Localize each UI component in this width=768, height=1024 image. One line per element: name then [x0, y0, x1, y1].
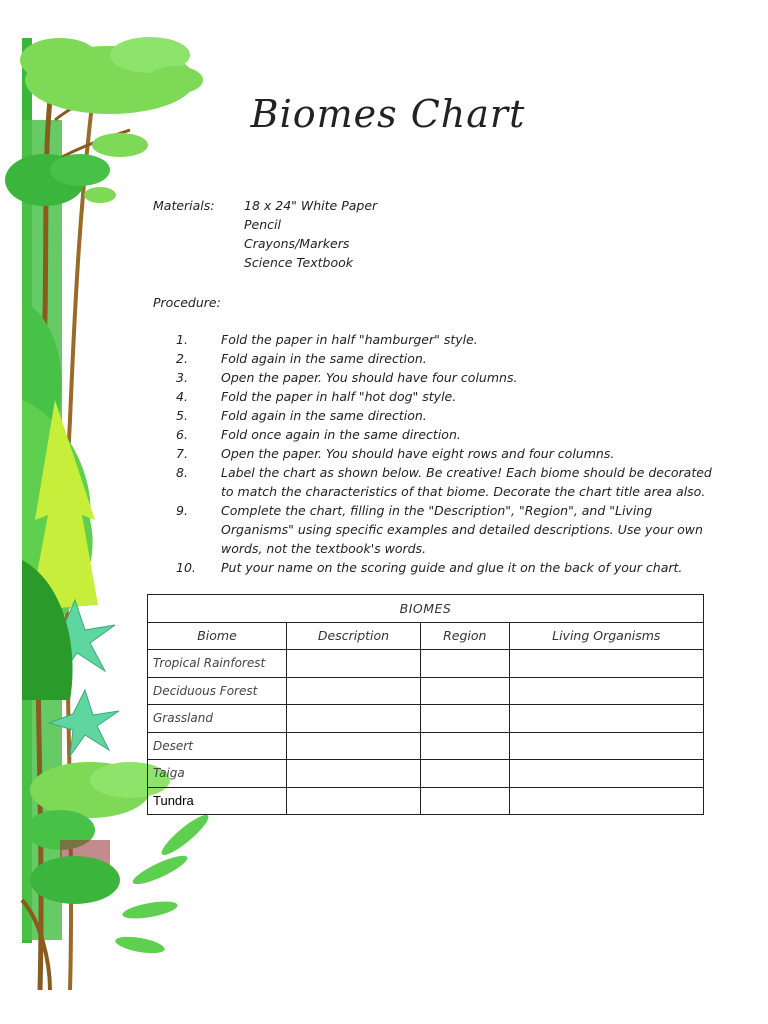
procedure-steps: [153, 330, 713, 577]
materials-item: Science Textbook: [244, 255, 353, 270]
materials-item: Pencil: [244, 217, 281, 232]
step-number: 4.: [176, 389, 188, 404]
table-cell: [420, 677, 509, 705]
table-cell: [287, 705, 421, 733]
table-row: [148, 732, 704, 760]
step-number: 3.: [176, 370, 188, 385]
table-caption-row: [148, 595, 704, 623]
step-text: Fold again in the same direction.: [221, 351, 427, 366]
biome-name: Tundra: [148, 787, 287, 815]
table-cell: [287, 677, 421, 705]
procedure-step: [153, 330, 713, 349]
procedure-step: [153, 501, 713, 558]
table-row: [148, 677, 704, 705]
biome-name: Taiga: [148, 760, 287, 788]
table-cell: [509, 677, 703, 705]
table-cell: [420, 760, 509, 788]
procedure-step: [153, 406, 713, 425]
step-text: Open the paper. You should have eight rows and four columns.: [221, 446, 615, 461]
table-cell: [287, 732, 421, 760]
step-text: Label the chart as shown below. Be creative! Each biome should be decorated to match the characteristics of that biome. Decorate the chart title area also.: [221, 465, 712, 499]
procedure-step: [153, 425, 713, 444]
table-cell: [287, 760, 421, 788]
step-text: Fold once again in the same direction.: [221, 427, 461, 442]
step-number: 7.: [176, 446, 188, 461]
step-text: Fold again in the same direction.: [221, 408, 427, 423]
step-number: 6.: [176, 427, 188, 442]
table-cell: [509, 650, 703, 678]
table-cell: [509, 705, 703, 733]
step-text: Complete the chart, filling in the "Description", "Region", and "Living Organisms" using specific examples and detailed descriptions. Use your own words, not the textbook's words.: [221, 503, 703, 556]
materials-label: Materials:: [153, 198, 215, 213]
step-number: 8.: [176, 465, 188, 480]
page-title: Biomes Chart: [250, 92, 526, 136]
procedure-step: [153, 444, 713, 463]
table-row: [148, 650, 704, 678]
document-body: [153, 196, 713, 575]
step-text: Put your name on the scoring guide and glue it on the back of your chart.: [221, 560, 683, 575]
table-cell: [287, 650, 421, 678]
step-text: Open the paper. You should have four columns.: [221, 370, 518, 385]
step-number: 10.: [176, 560, 196, 575]
table-cell: [509, 787, 703, 815]
table-header-row: [148, 622, 704, 650]
table-row: [148, 787, 704, 815]
biomes-table: [147, 594, 704, 815]
procedure-step: [153, 387, 713, 406]
table-cell: [420, 732, 509, 760]
table-cell: [420, 787, 509, 815]
biome-name: Desert: [148, 732, 287, 760]
step-number: 9.: [176, 503, 188, 518]
table-row: [148, 760, 704, 788]
table-row: [148, 705, 704, 733]
materials-section: [153, 196, 713, 276]
column-header-region: Region: [420, 622, 509, 650]
column-header-living-organisms: Living Organisms: [509, 622, 703, 650]
step-text: Fold the paper in half "hamburger" style.: [221, 332, 478, 347]
biome-name: Deciduous Forest: [148, 677, 287, 705]
procedure-step: [153, 463, 713, 501]
step-number: 5.: [176, 408, 188, 423]
procedure-step: [153, 368, 713, 387]
biome-name: Grassland: [148, 705, 287, 733]
step-number: 2.: [176, 351, 188, 366]
table-cell: [509, 760, 703, 788]
procedure-step: [153, 349, 713, 368]
column-header-description: Description: [287, 622, 421, 650]
table-cell: [287, 787, 421, 815]
materials-list: [244, 196, 377, 272]
biome-name: Tropical Rainforest: [148, 650, 287, 678]
procedure-label: Procedure:: [153, 295, 221, 310]
procedure-step: [153, 558, 713, 577]
materials-item: Crayons/Markers: [244, 236, 350, 251]
table-cell: [509, 732, 703, 760]
step-text: Fold the paper in half "hot dog" style.: [221, 389, 457, 404]
table-cell: [420, 705, 509, 733]
step-number: 1.: [176, 332, 188, 347]
materials-item: 18 x 24" White Paper: [244, 198, 378, 213]
table-caption: BIOMES: [148, 595, 704, 623]
table-cell: [420, 650, 509, 678]
column-header-biome: Biome: [148, 622, 287, 650]
